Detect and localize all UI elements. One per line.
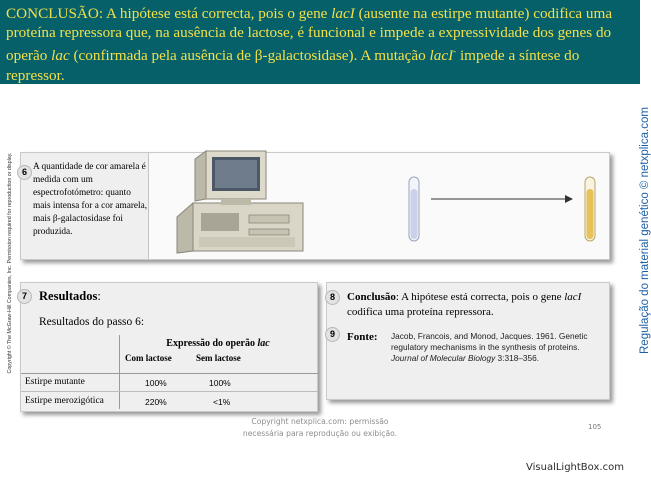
banner-text: CONCLUSÃO: A hipótese está correcta, pois o gene lacI (ausente na estirpe mutante) codifica uma proteína repressora que, na ausência de lactose, é funcional e impede a expressividade dos genes do operão lac (confirmada pela ausência de β-galactosidase). A mutação lacI- impede a síntese do repressor. bbox=[6, 5, 613, 84]
footer-line: necessária para reprodução ou exibição. bbox=[242, 429, 398, 438]
table-divider bbox=[21, 373, 318, 374]
conclusion-text: Conclusão: A hipótese está correcta, pois o gene lacI codifica uma proteína repressora. bbox=[347, 291, 582, 318]
step-number-badge: 9 bbox=[325, 327, 340, 342]
results-subtitle: Resultados do passo 6: bbox=[39, 316, 145, 328]
table-cell: 100% bbox=[209, 378, 231, 388]
results-panel bbox=[20, 282, 318, 412]
step6-description: A quantidade de cor amarela é medida com um espectrofotómetro: quanto mais intensa for a cor amarela, mais β-galactosidase foi produzida. bbox=[33, 162, 148, 237]
site-credit-vertical: Regulação do material genético © netxplica.com bbox=[639, 107, 651, 354]
spectrophotometer-illustration bbox=[171, 143, 321, 259]
step6-panel bbox=[20, 152, 610, 260]
table-cell: 220% bbox=[145, 397, 167, 407]
table-row-label: Estirpe mutante bbox=[25, 377, 85, 387]
step-number-badge: 8 bbox=[325, 290, 340, 305]
watermark-link[interactable]: VisualLightBox.com bbox=[526, 462, 624, 473]
table-divider bbox=[21, 391, 318, 392]
footer-copyright bbox=[210, 416, 430, 440]
table-cell: <1% bbox=[213, 397, 231, 407]
test-tubes-illustration bbox=[401, 175, 601, 245]
conclusion-banner bbox=[0, 0, 640, 84]
table-cell: 100% bbox=[145, 378, 167, 388]
page-number: 105 bbox=[588, 423, 602, 431]
source-label: Fonte: bbox=[347, 331, 378, 343]
table-divider bbox=[119, 335, 120, 409]
table-header-col2: Sem lactose bbox=[196, 353, 241, 363]
table-row-label: Estirpe merozigótica bbox=[25, 396, 104, 406]
footer-line: Copyright netxplica.com: permissão bbox=[251, 417, 389, 426]
table-header-col1: Com lactose bbox=[125, 353, 172, 363]
table-header-main: Expressão do operão lac bbox=[166, 338, 270, 349]
source-reference: Jacob, Francois, and Monod, Jacques. 1961. Genetic regulatory mechanisms in the synthesis of proteins. Journal of Molecular Biology 3:318–356. bbox=[391, 331, 588, 363]
step-number-badge: 6 bbox=[17, 165, 32, 180]
conclusion-panel bbox=[326, 282, 610, 400]
step-number-badge: 7 bbox=[17, 289, 32, 304]
copyright-notice-vertical: Copyright © The McGraw-Hill Companies, Inc. Permission required for reproduction or display. bbox=[7, 152, 13, 374]
results-title: Resultados: bbox=[39, 289, 101, 303]
